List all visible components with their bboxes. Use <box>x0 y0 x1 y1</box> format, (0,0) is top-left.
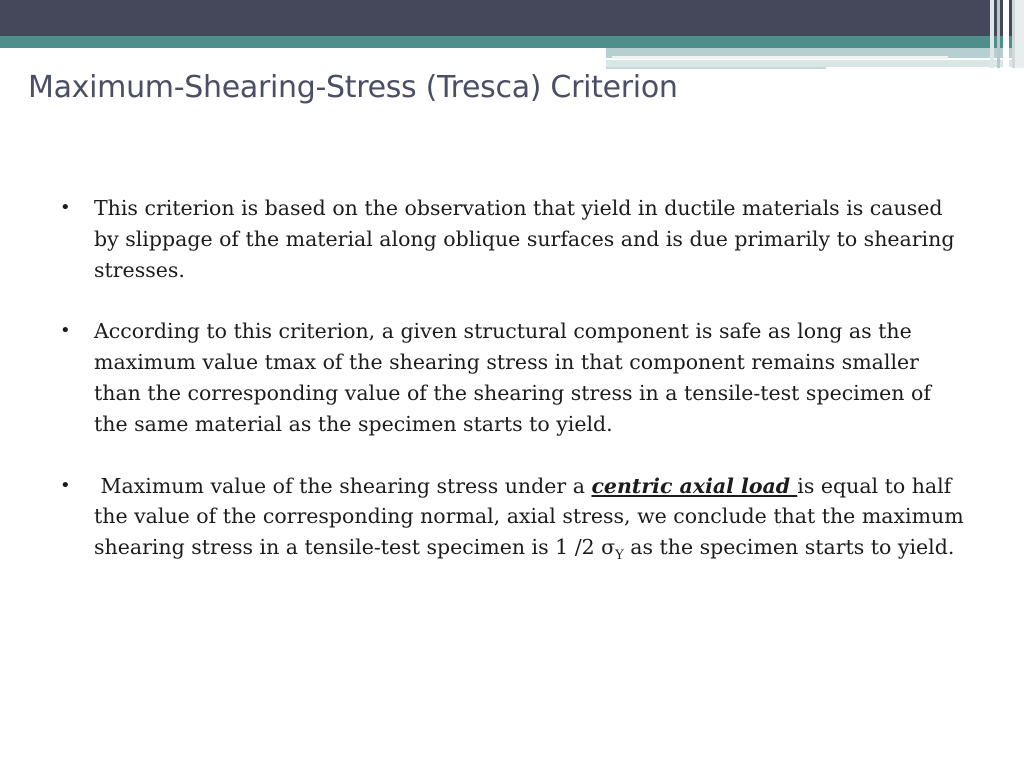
bullet-text-pre: Maximum value of the shearing stress under a <box>94 473 592 498</box>
bullet-item <box>56 471 966 563</box>
bullet-item <box>56 316 966 439</box>
emphasized-term: centric axial load <box>591 473 798 498</box>
header-dark-band <box>0 0 1024 36</box>
bullet-item <box>56 193 966 285</box>
bullet-list <box>56 193 966 563</box>
bullet-text <box>94 473 964 564</box>
bullet-text: According to this criterion, a given structural component is safe as long as the maximum value tmax of the shearing stress in that component remains smaller than the corresponding value of the shearing stress in a tensile-test specimen of the same material as the specimen starts to yield. <box>94 319 931 436</box>
slide-title: Maximum-Shearing-Stress (Tresca) Criterion <box>28 70 678 105</box>
bullet-text: This criterion is based on the observation that yield in ductile materials is caused by slippage of the material along oblique surfaces and is due primarily to shearing stresses. <box>94 196 955 282</box>
header-highlight-line <box>612 56 948 59</box>
corner-stripes <box>990 0 1024 68</box>
header-pale-band <box>606 60 1024 67</box>
bullet-text-post: as the specimen starts to yield. <box>623 535 955 560</box>
bullet-text-mid: is equal to half the value of the corresponding normal, axial stress, we conclude that the maximum shearing stress in a tensile-test specimen is 1 /2 σ <box>94 473 964 560</box>
sigma-subscript: Y <box>615 548 624 564</box>
header-teal-band <box>0 36 1024 48</box>
header-thin-line <box>606 67 826 69</box>
bullet-icon: • <box>60 320 71 342</box>
bullet-icon: • <box>60 197 71 218</box>
bullet-icon: • <box>60 474 71 496</box>
